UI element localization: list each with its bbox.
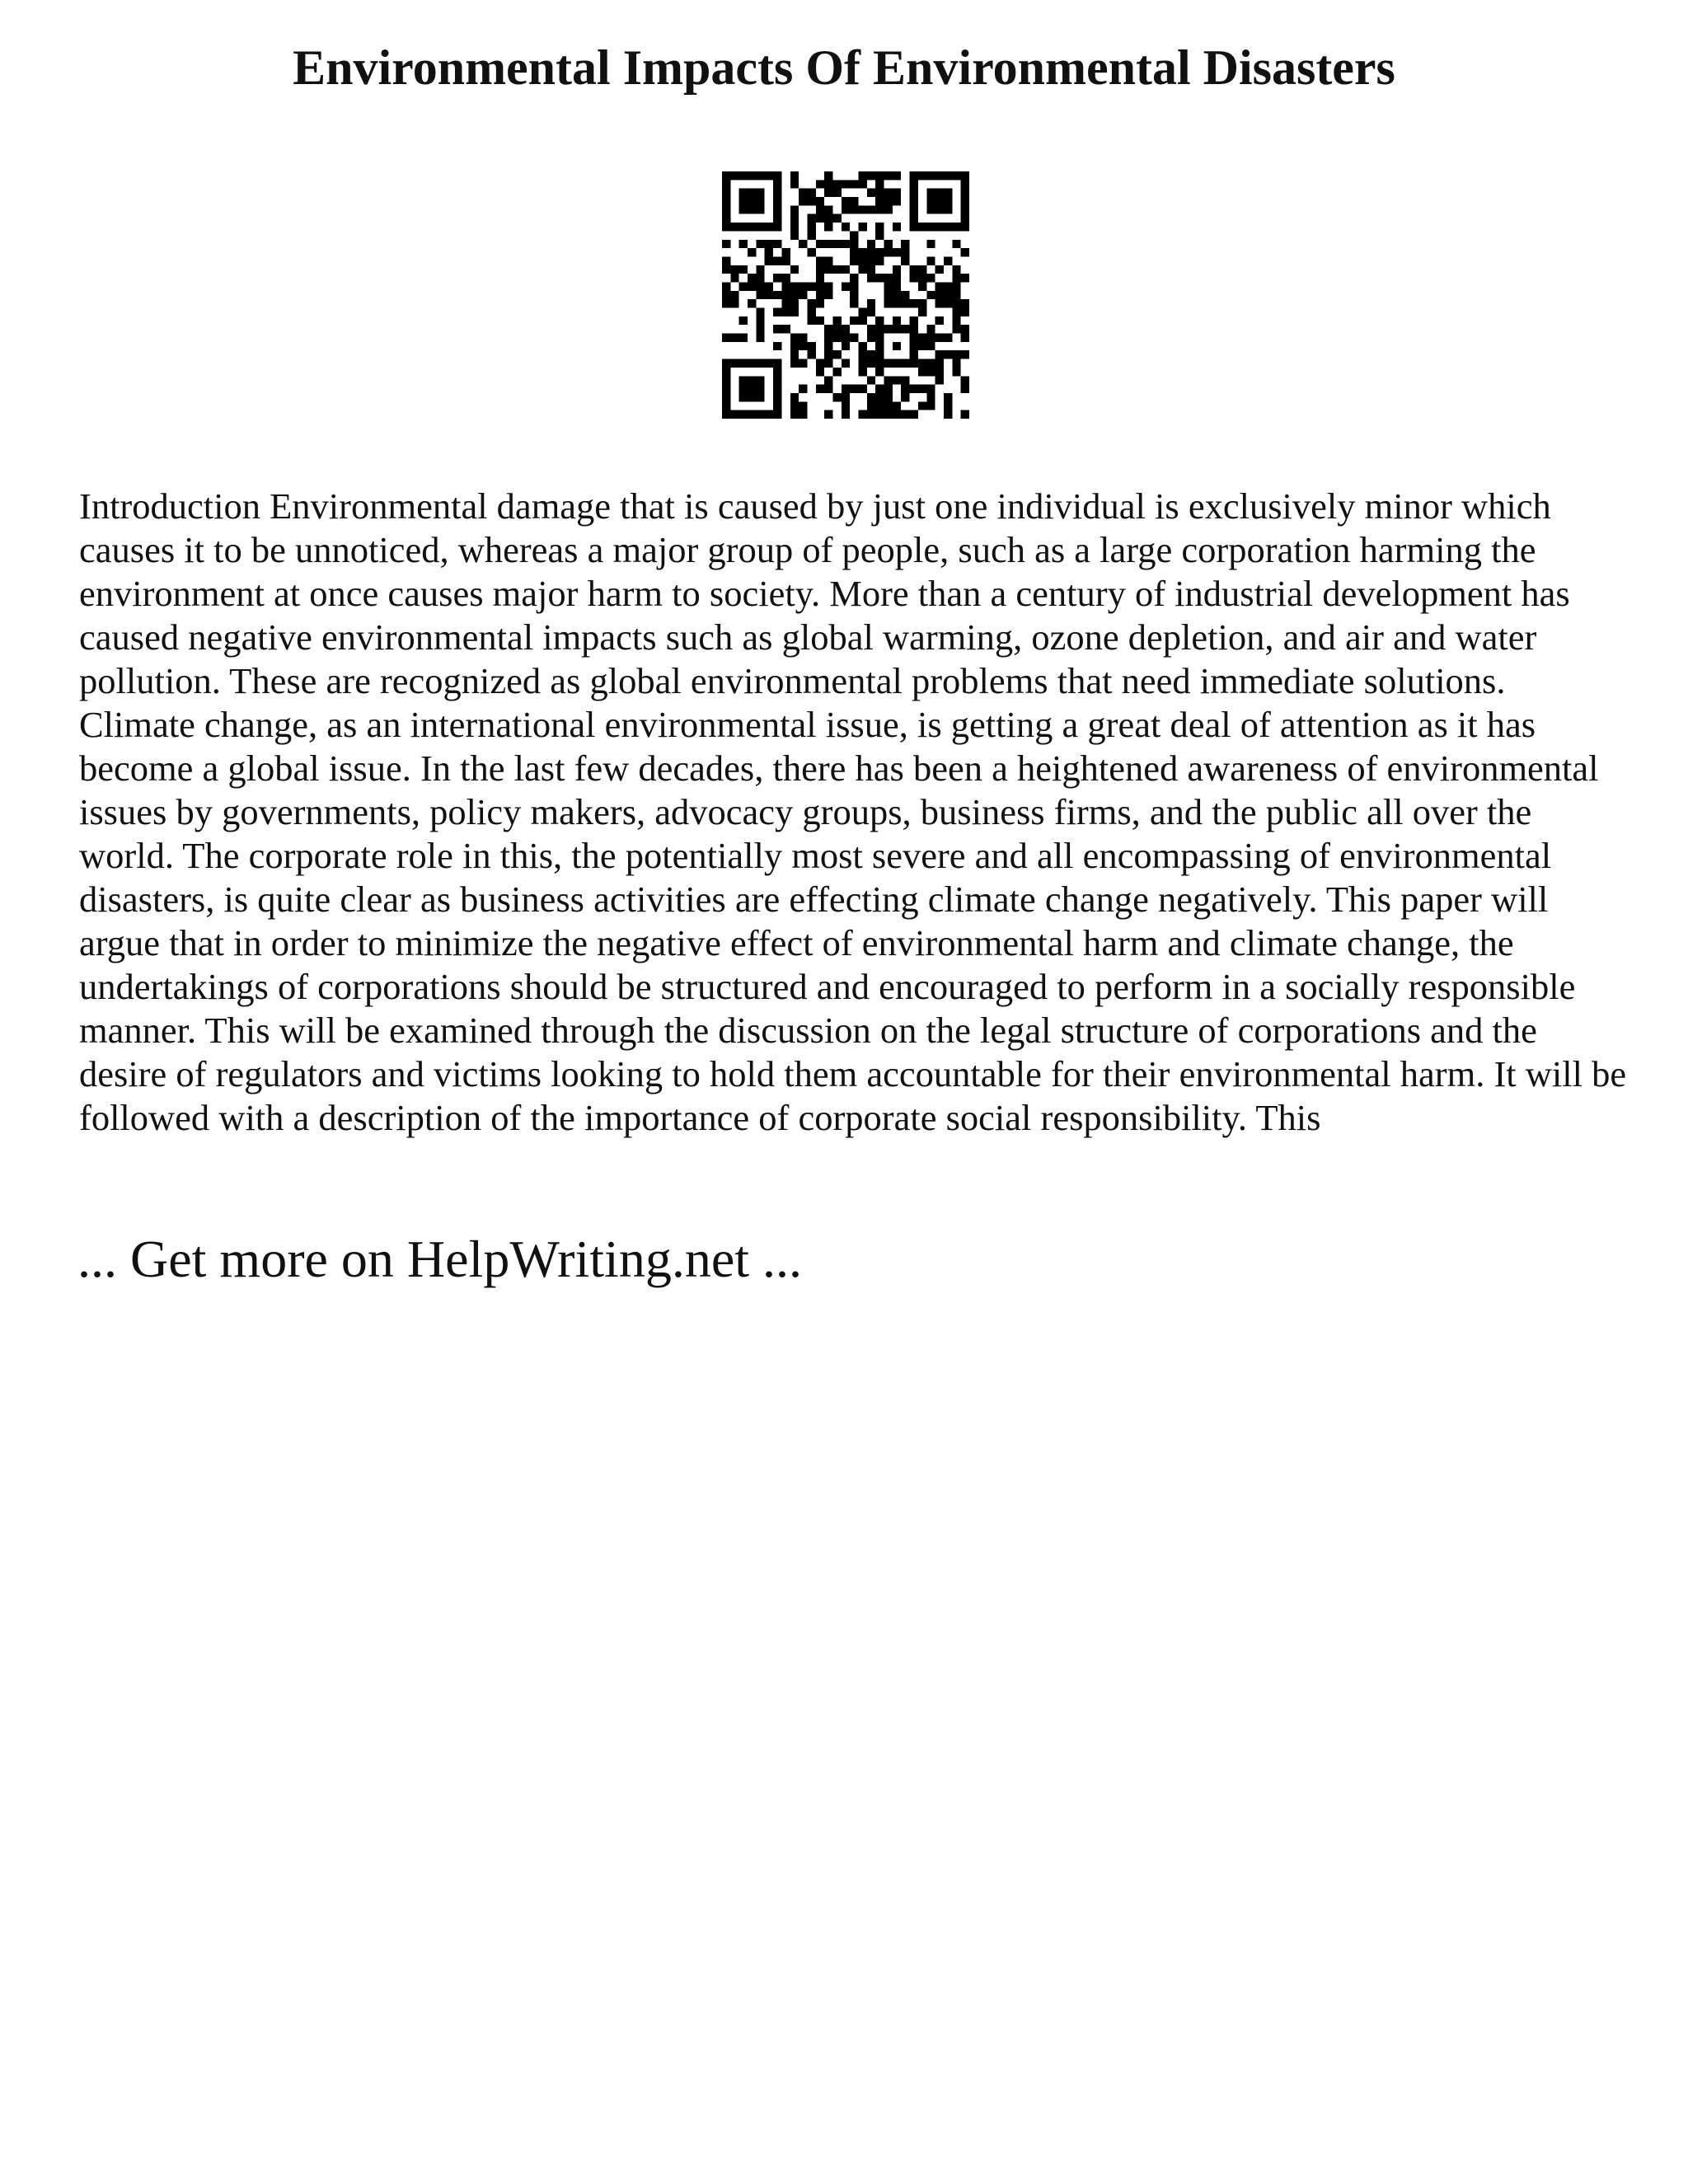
- body-paragraph: Introduction Environmental damage that is caused by just one individual is exclusively minor which causes it to be unnoticed, whereas a major group of people, such as a large corporation harming the environment at once causes major harm to society. More than a century of industrial development has caused negative environmental impacts such as global warming, ozone depletion, and air and water pollution. These are recognized as global environmental problems that need immediate solutions. Climate change, as an international environmental issue, is getting a great deal of attention as it has become a global issue. In the last few decades, there has been a heightened awareness of environmental issues by governments, policy makers, advocacy groups, business firms, and the public all over the world. The corporate role in this, the potentially most severe and all encompassing of environmental disasters, is quite clear as business activities are effecting climate change negatively. This paper will argue that in order to minimize the negative effect of environmental harm and climate change, the undertakings of corporations should be structured and encouraged to perform in a socially responsible manner. This will be examined through the discussion on the legal structure of corporations and the desire of regulators and victims looking to hold them accountable for their environmental harm. It will be followed with a description of the importance of corporate social responsibility. This: [79, 485, 1627, 1138]
- document-title: Environmental Impacts Of Environmental Disasters: [293, 40, 1395, 95]
- qr-code-icon[interactable]: [722, 171, 969, 419]
- get-more-link[interactable]: ... Get more on HelpWriting.net ...: [77, 1230, 802, 1288]
